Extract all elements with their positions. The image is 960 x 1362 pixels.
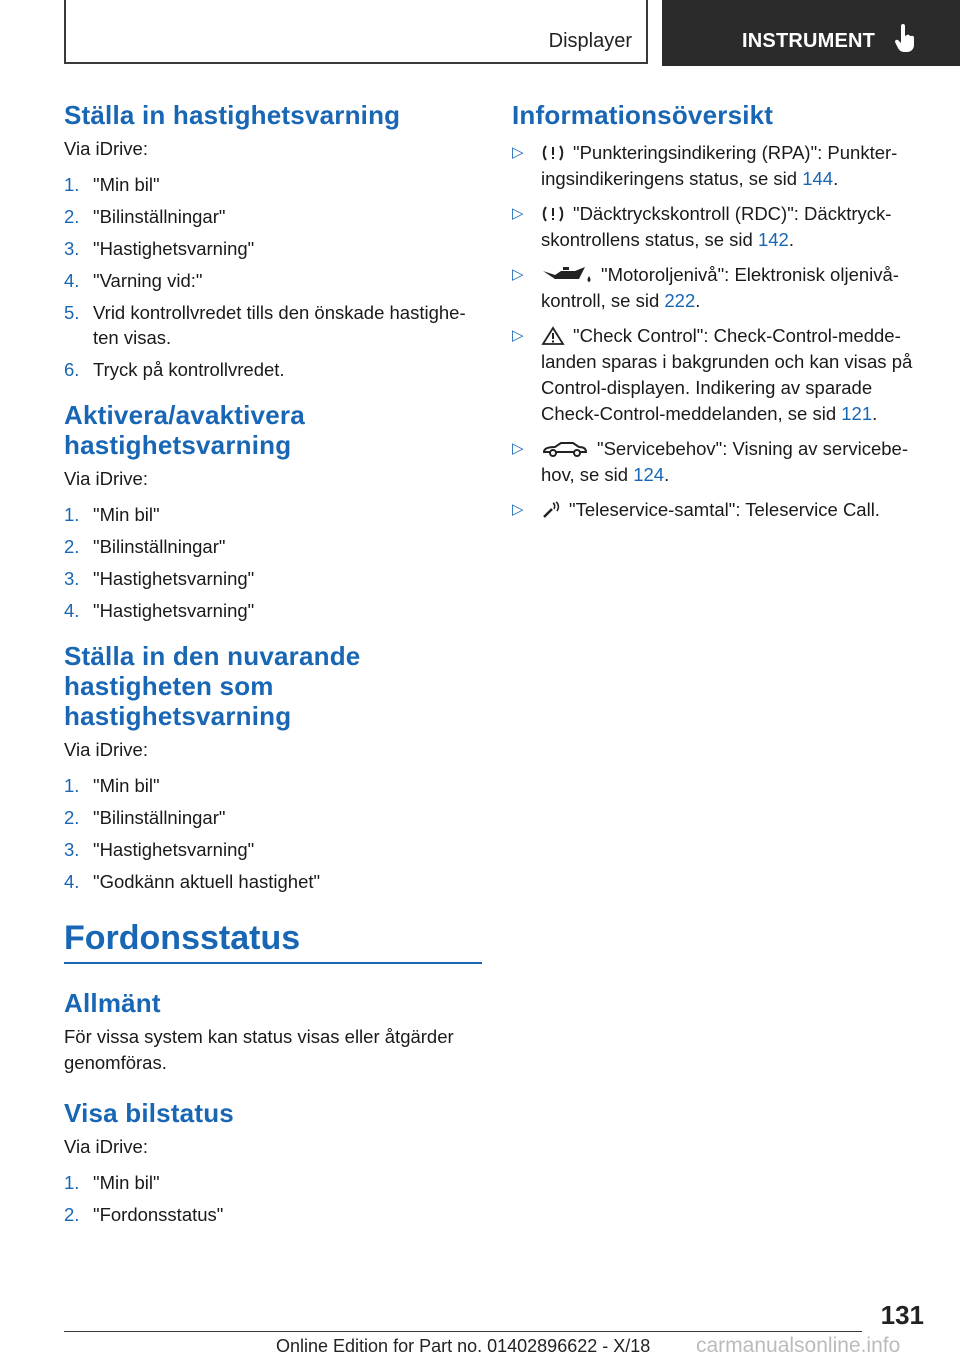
watermark: carmanualsonline.info <box>696 1334 901 1357</box>
section-show-vehicle-status <box>64 1098 482 1227</box>
list-item: 5. Vrid kontrollvredet tills den önskade hastighe-ten visas. <box>64 302 466 348</box>
via-idrive: Via iDrive: <box>64 138 148 159</box>
list-item: 1. "Min bil" <box>64 775 160 796</box>
page-ref-link[interactable]: 144 <box>802 168 834 189</box>
list-item: 4. "Varning vid:" <box>64 270 203 291</box>
list-item: 2. "Fordonsstatus" <box>64 1204 224 1225</box>
bullet-triangle-icon: ▷ <box>512 440 524 457</box>
footer-edition: Online Edition for Part no. 01402896622 - X/18 <box>276 1336 651 1356</box>
list-item: 4. "Hastighetsvarning" <box>64 600 255 621</box>
list-item: 2. "Bilinställningar" <box>64 206 226 227</box>
step-list <box>64 1170 482 1227</box>
section-title: Aktivera/avaktivera hastighetsvarning <box>64 400 305 460</box>
list-item: 1. "Min bil" <box>64 504 160 525</box>
section-current-speed-warning <box>64 641 482 894</box>
tire-warning-icon <box>541 204 565 224</box>
warning-triangle-icon <box>541 326 565 346</box>
page-number: 131 <box>880 1300 924 1330</box>
section-title: Ställa in den nuvarande hastigheten som hastighetsvarning <box>64 641 361 731</box>
list-item: 1. "Min bil" <box>64 174 160 195</box>
list-item: 6. Tryck på kontrollvredet. <box>64 359 285 380</box>
bullet-triangle-icon: ▷ <box>512 266 524 283</box>
page-ref-link[interactable]: 142 <box>757 229 789 250</box>
chapter-title: Fordonsstatus <box>64 919 301 957</box>
page-ref-link[interactable]: 124 <box>633 464 665 485</box>
via-idrive: Via iDrive: <box>64 1136 148 1157</box>
step-list <box>64 502 482 623</box>
tab-displayer-label: Displayer <box>548 30 632 52</box>
tab-instrument-label: INSTRUMENT <box>742 30 876 52</box>
wrench-icon <box>541 500 561 520</box>
footer-divider <box>64 1331 862 1332</box>
bullet-triangle-icon: ▷ <box>512 144 524 161</box>
list-item: ▷ "Teleservice-samtal": Teleservice Call. <box>512 497 932 523</box>
list-item: 1. "Min bil" <box>64 1172 160 1193</box>
chapter-heading <box>64 918 482 964</box>
oil-can-icon <box>541 265 593 285</box>
list-item: 2. "Bilinställningar" <box>64 536 226 557</box>
hand-pointer-icon <box>894 24 916 54</box>
list-item: ▷ "Check Control": Check-Control-medde-landen sparas i bakgrunden och kan visas på Control-displayen. Indikering av sparade Check-Control-meddelanden, se sid 121. <box>512 325 913 424</box>
section-general <box>64 988 482 1076</box>
bullet-triangle-icon: ▷ <box>512 327 524 344</box>
step-list <box>64 172 482 382</box>
section-title: Informationsöversikt <box>512 100 774 130</box>
list-item: 3. "Hastighetsvarning" <box>64 568 255 589</box>
step-list <box>64 773 482 894</box>
right-column <box>512 100 932 532</box>
section-title: Ställa in hastighetsvarning <box>64 100 401 130</box>
page-ref-link[interactable]: 121 <box>841 403 873 424</box>
list-item: 2. "Bilinställningar" <box>64 807 226 828</box>
tab-instrument <box>662 0 960 66</box>
bullet-triangle-icon: ▷ <box>512 205 524 222</box>
via-idrive: Via iDrive: <box>64 739 148 760</box>
list-item: ▷ "Motoroljenivå": Elektronisk oljenivå-kontroll, se sid 222. <box>512 264 899 311</box>
list-item: ▷ "Punkteringsindikering (RPA)": Punkter-ingsindikeringens status, se sid 144. <box>512 142 898 189</box>
info-list <box>512 140 932 523</box>
list-item: ▷ "Däcktryckskontroll (RDC)": Däcktryck-skontrollens status, se sid 142. <box>512 203 892 250</box>
car-service-icon <box>541 439 589 459</box>
section-title: Visa bilstatus <box>64 1098 234 1128</box>
section-title: Allmänt <box>64 988 161 1018</box>
bullet-triangle-icon: ▷ <box>512 501 524 518</box>
list-item: 4. "Godkänn aktuell hastighet" <box>64 871 321 892</box>
list-item: ▷ "Servicebehov": Visning av servicebe-hov, se sid 124. <box>512 438 909 485</box>
via-idrive: Via iDrive: <box>64 468 148 489</box>
section-speed-warning-set <box>64 100 482 382</box>
section-body: För vissa system kan status visas eller åtgärder genomföras. <box>64 1026 454 1073</box>
left-column <box>64 100 482 1245</box>
page-ref-link[interactable]: 222 <box>664 290 696 311</box>
list-item: 3. "Hastighetsvarning" <box>64 839 255 860</box>
tab-displayer <box>64 0 648 64</box>
section-speed-warning-toggle <box>64 400 482 623</box>
list-item: 3. "Hastighetsvarning" <box>64 238 255 259</box>
tire-warning-icon <box>541 143 565 163</box>
